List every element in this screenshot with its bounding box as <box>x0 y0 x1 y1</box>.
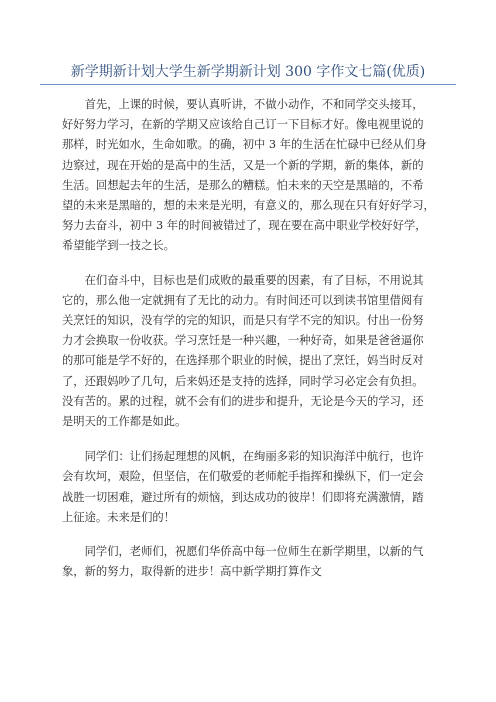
paragraph-line: 首先，上课的时候，要认真听讲，不做小动作，不和同学交头接耳， <box>84 98 424 111</box>
paragraph-line: 是明天的工作都是如此。 <box>62 415 187 429</box>
paragraph-line: 它的，那么他一定就拥有了无比的动力。有时间还可以到读书馆里借阅有 <box>62 293 424 307</box>
paragraph-line: 边察过，现在开始的是高中的生活，又是一个新的学期，新的集体，新的 <box>62 158 424 172</box>
paragraph-line: 的那可能是学不好的，在选择那个职业的时候，提出了烹饪，妈当时反对 <box>62 354 424 368</box>
paragraph-line: 生活。回想起去年的生活，是那么的糟糕。怕未来的天空是黑暗的，不希 <box>62 178 424 192</box>
paragraph-line: 希望能学到一技之长。 <box>62 239 175 253</box>
paragraph-line: 好好努力学习，在新的学期又应该给自己订一下目标才好。像电视里说的 <box>62 118 424 132</box>
paragraph-3 <box>62 447 440 528</box>
paragraph-line: 努力去奋斗，初中 3 年的时间被错过了，现在要在高中职业学校好好学， <box>62 219 427 233</box>
paragraph-line: 关烹饪的知识，没有学的完的知识，而是只有学不完的知识。付出一份努 <box>62 314 424 328</box>
paragraph-line: 望的未来是黑暗的，想的未来是光明，有意义的，那么现在只有好好学习， <box>62 199 435 213</box>
paragraph-line: 会有坎坷，艰险，但坚信，在们敬爱的老师舵手指挥和操纵下，们一定会 <box>62 470 424 484</box>
paragraph-line: 上征途。未来是们的！ <box>62 510 175 524</box>
document-body <box>62 95 440 596</box>
paragraph-2 <box>62 271 440 433</box>
paragraph-line: 了，还跟妈吵了几句，后来妈还是支持的选择，同时学习必定会有负担。 <box>62 374 424 388</box>
paragraph-line: 力才会换取一份收获。学习烹饪是一种兴趣，一种好奇，如果是爸爸逼你 <box>62 334 424 348</box>
paragraph-line: 在们奋斗中，目标也是们成败的最重要的因素，有了目标，不用说其 <box>84 273 424 287</box>
title-underline <box>40 84 456 85</box>
paragraph-line: 那样，时光如水，生命如歌。的确，初中 3 年的生活在忙碌中已经从们身 <box>62 138 427 152</box>
paragraph-line: 同学们，老师们，祝愿们华侨高中每一位师生在新学期里，以新的气 <box>84 545 424 559</box>
paragraph-line: 战胜一切困难，避过所有的烦恼，到达成功的彼岸！们即将充满激情，踏 <box>62 490 424 504</box>
paragraph-line: 同学们：让们扬起理想的风帆，在绚丽多彩的知识海洋中航行，也许 <box>84 450 424 464</box>
paragraph-line: 象，新的努力，取得新的进步！高中新学期打算作文 <box>62 565 322 579</box>
document-title: 新学期新计划大学生新学期新计划 300 字作文七篇(优质) <box>70 64 426 80</box>
paragraph-4 <box>62 542 440 582</box>
paragraph-line: 没有苦的。累的过程，就不会有们的进步和提升，无论是今天的学习，还 <box>62 394 424 408</box>
paragraph-1 <box>62 95 440 257</box>
